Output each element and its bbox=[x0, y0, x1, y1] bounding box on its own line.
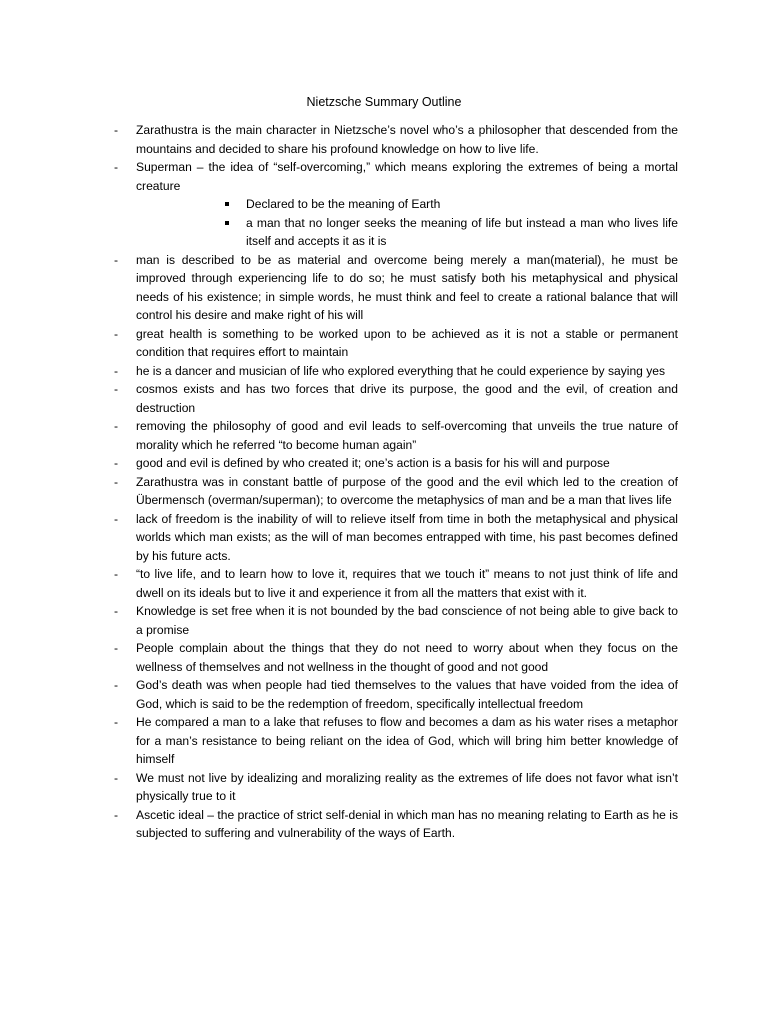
dash-bullet: - bbox=[114, 419, 119, 433]
outline-item-text: lack of freedom is the inability of will to relieve itself from time in both the metaphysical and physical worlds which man exists; as the will of man becomes entrapped with time, his past becomes defined by his future acts. bbox=[136, 511, 678, 563]
dash-bullet: - bbox=[114, 641, 119, 655]
dash-bullet: - bbox=[114, 160, 119, 174]
page-title: Nietzsche Summary Outline bbox=[306, 95, 462, 109]
square-bullet-icon bbox=[225, 221, 229, 225]
outline-item-text: cosmos exists and has two forces that drive its purpose, the good and the evil, of creation and destruction bbox=[136, 382, 678, 415]
outline-item bbox=[114, 251, 678, 325]
outline-item-text: “to live life, and to learn how to love it, requires that we touch it” means to not just think of life and dwell on its ideals but to live it and experience it from all the matters that exist with it. bbox=[136, 567, 678, 600]
outline-item-text: Zarathustra is the main character in Nietzsche’s novel who’s a philosopher that descended from the mountains and decided to share his profound knowledge on how to live life. bbox=[136, 123, 678, 156]
outline-item bbox=[114, 639, 678, 676]
dash-bullet: - bbox=[114, 604, 119, 618]
outline-item bbox=[114, 713, 678, 769]
square-bullet-icon bbox=[225, 202, 229, 206]
dash-bullet: - bbox=[114, 363, 119, 378]
dash-bullet: - bbox=[114, 456, 119, 470]
outline-item-text: he is a dancer and musician of life who explored everything that he could experience by saying yes bbox=[136, 363, 666, 378]
sub-list bbox=[225, 195, 678, 251]
outline-item-text: Superman – the idea of “self-overcoming,” which means exploring the extremes of being a mortal creature bbox=[136, 160, 678, 193]
outline-item-text: We must not live by idealizing and moralizing reality as the extremes of life does not favor what isn’t physically true to it bbox=[136, 770, 678, 803]
outline-item bbox=[114, 510, 678, 566]
dash-bullet: - bbox=[114, 807, 119, 822]
outline-item-text: removing the philosophy of good and evil leads to self-overcoming that unveils the true nature of morality which he referred “to become human again” bbox=[136, 419, 678, 452]
outline-item-text: Knowledge is set free when it is not bounded by the bad conscience of not being able to give back to a promise bbox=[136, 604, 678, 637]
dash-bullet: - bbox=[114, 474, 119, 489]
outline-item bbox=[114, 417, 678, 454]
dash-bullet: - bbox=[114, 382, 119, 396]
outline-item bbox=[114, 362, 678, 381]
outline-item bbox=[114, 158, 678, 251]
dash-bullet: - bbox=[114, 567, 119, 581]
dash-bullet: - bbox=[114, 678, 119, 692]
outline-item bbox=[114, 676, 678, 713]
outline-item bbox=[114, 602, 678, 639]
dash-bullet: - bbox=[114, 770, 119, 785]
dash-bullet: - bbox=[114, 326, 119, 341]
outline-item-text: good and evil is defined by who created it; one’s action is a basis for his will and purpose bbox=[136, 456, 610, 470]
outline-item bbox=[114, 473, 678, 510]
outline-item-text: He compared a man to a lake that refuses to flow and becomes a dam as his water rises a metaphor for a man’s resistance to being reliant on the idea of God, which will bring him better knowledge of himself bbox=[136, 715, 678, 766]
outline-item-text: Ascetic ideal – the practice of strict self-denial in which man has no meaning relating to Earth as he is subjected to suffering and vulnerability of the ways of Earth. bbox=[136, 807, 678, 840]
dash-bullet: - bbox=[114, 123, 119, 137]
outline-item bbox=[114, 325, 678, 362]
outline-item bbox=[114, 454, 678, 473]
sub-item-text: a man that no longer seeks the meaning of life but instead a man who lives life itself and accepts it as it is bbox=[246, 215, 678, 248]
sub-list-item bbox=[225, 195, 678, 214]
dash-bullet: - bbox=[114, 511, 119, 526]
sub-item-text: Declared to be the meaning of Earth bbox=[246, 197, 441, 211]
outline-item-text: God’s death was when people had tied themselves to the values that have voided from the idea of God, which is said to be the redemption of freedom, specifically intellectual freedom bbox=[136, 678, 678, 711]
outline-item bbox=[114, 806, 678, 843]
dash-bullet: - bbox=[114, 252, 119, 267]
outline-item-text: People complain about the things that they do not need to worry about when they focus on the wellness of themselves and not wellness in the thought of good and not good bbox=[136, 641, 678, 674]
outline-list bbox=[114, 121, 678, 843]
outline-item bbox=[114, 380, 678, 417]
sub-list-item bbox=[225, 214, 678, 251]
outline-item bbox=[114, 121, 678, 158]
outline-item-text: man is described to be as material and overcome being merely a man(material), he must be improved through experiencing life to do so; he must satisfy both his metaphysical and physical needs of his existence; in simple words, he must think and feel to create a rational balance that will control his desire and make right of his will bbox=[136, 252, 678, 322]
dash-bullet: - bbox=[114, 715, 119, 729]
outline-item bbox=[114, 565, 678, 602]
outline-item-text: Zarathustra was in constant battle of purpose of the good and the evil which led to the creation of Übermensch (overman/superman); to overcome the metaphysics of man and be a man that lives life bbox=[136, 474, 678, 507]
outline-item-text: great health is something to be worked upon to be achieved as it is not a stable or permanent condition that requires effort to maintain bbox=[136, 326, 678, 359]
outline-item bbox=[114, 769, 678, 806]
